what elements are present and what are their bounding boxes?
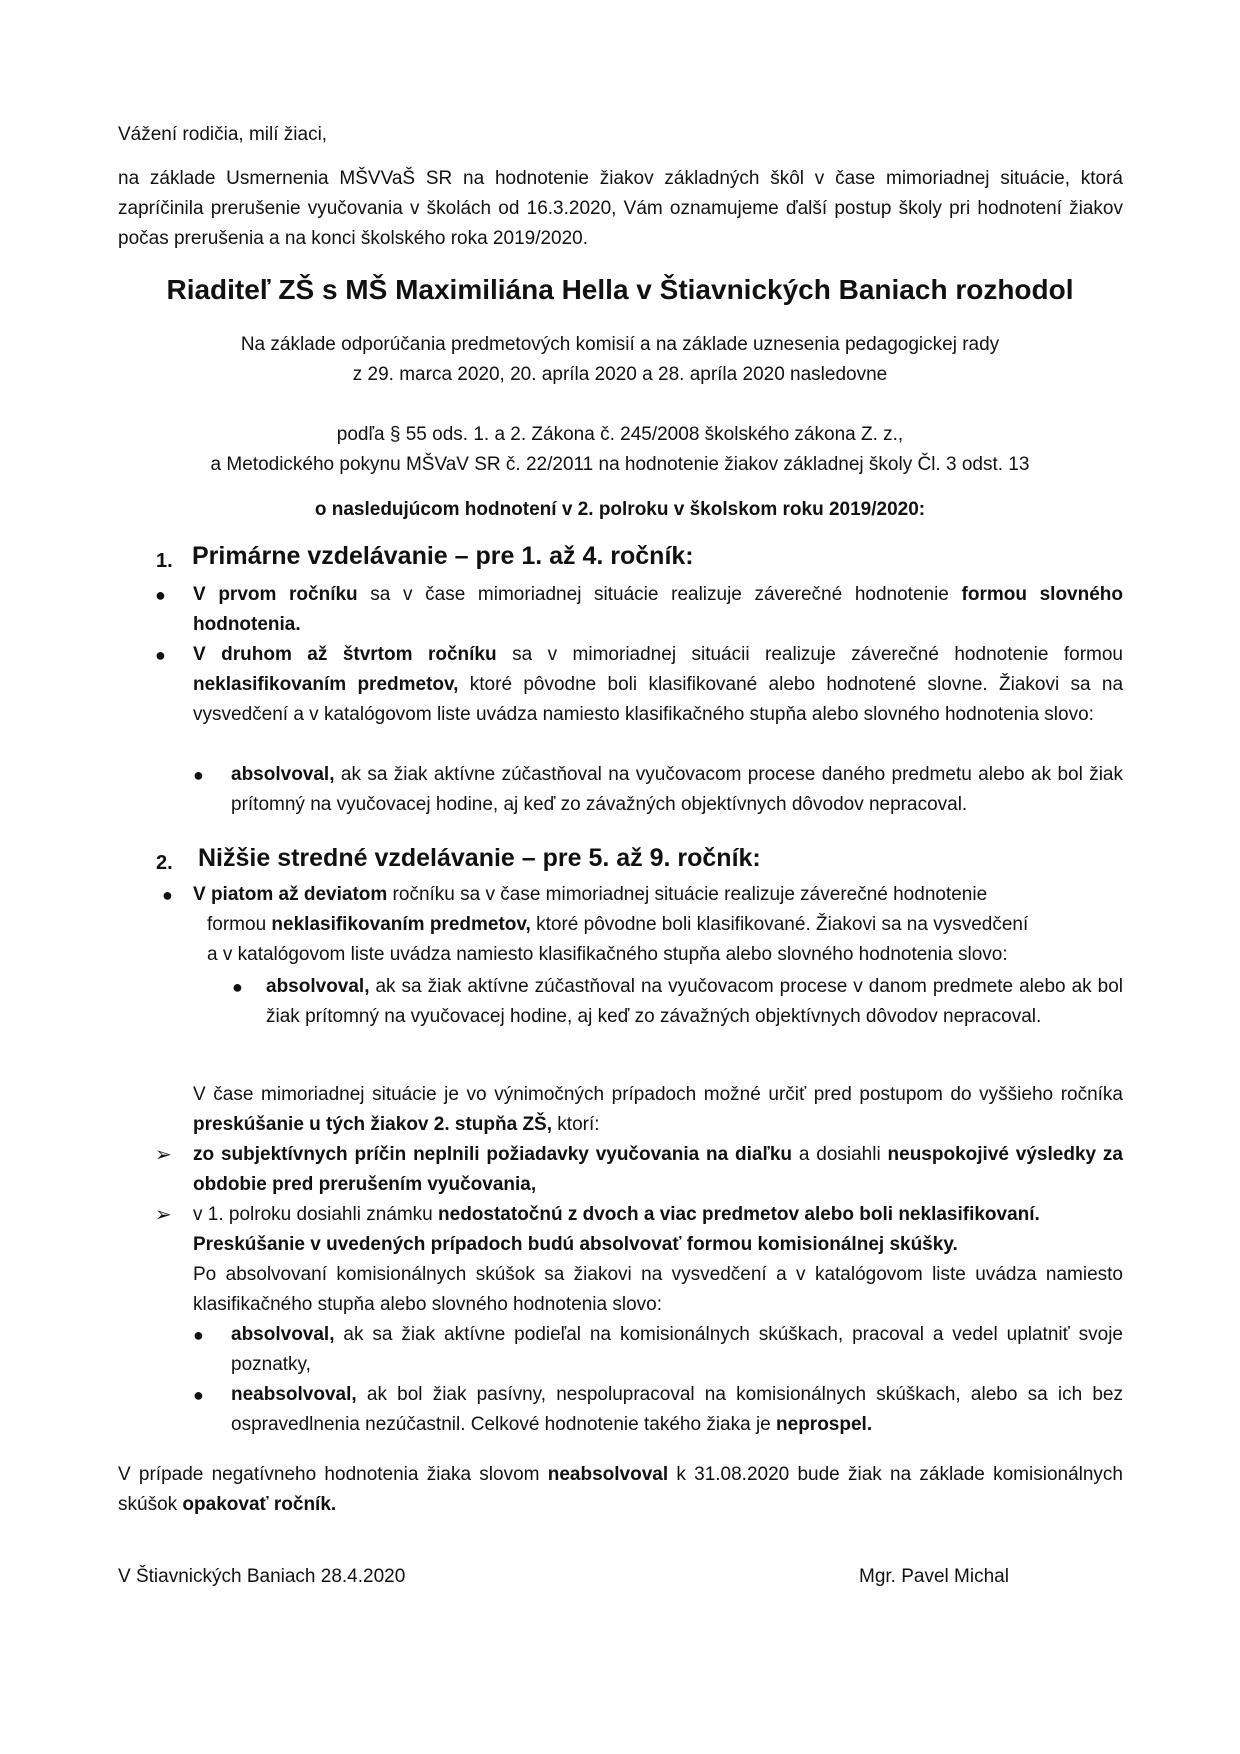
text: ak sa žiak aktívne zúčastňoval na vyučovacom procese v danom predmete alebo ak bol žiak prítomný na vyučovacej hodine, aj keď zo závažných objektívnych dôvodov nepracoval. [266, 976, 1123, 1027]
exam-condition-1 [193, 1140, 1123, 1200]
bold-text: formou slovného hodnotenia. [193, 584, 1123, 635]
arrow-bullet-icon: ➢ [155, 1204, 172, 1226]
arrow-bullet-icon: ➢ [155, 1144, 172, 1166]
bullet-icon: ● [193, 1325, 204, 1345]
text: v 1. polroku dosiahli známku [193, 1204, 439, 1225]
bold-text: neprospel. [776, 1414, 873, 1435]
law-line-2: a Metodického pokynu MŠVaV SR č. 22/2011 na hodnotenie žiakov základnej školy Čl. 3 odst. 13 [210, 454, 1030, 475]
section1-heading: Primárne vzdelávanie – pre 1. až 4. ročník: [192, 542, 694, 570]
text: ktorí: [552, 1114, 600, 1135]
after-exam-paragraph: Po absolvovaní komisionálnych skúšok sa žiakovi na vysvedčení a v katalógovom liste uvádza namiesto klasifikačného stupňa alebo slovného hodnotenia slovo: [193, 1264, 1123, 1315]
text: ak sa žiak aktívne podieľal na komisionálnych skúškach, pracoval a vedel uplatniť svoje poznatky, [231, 1324, 1123, 1375]
place-date: V Štiavnických Baniach 28.4.2020 [118, 1566, 406, 1587]
section2-number: 2. [156, 852, 173, 874]
bold-text: absolvoval, [231, 764, 335, 785]
basis-line-1: Na základe odporúčania predmetových komisií a na základe uznesenia pedagogickej rady [240, 334, 1000, 355]
bold-text: V prvom ročníku [193, 584, 358, 605]
bold-text: opakovať ročník. [182, 1494, 337, 1515]
section1-number: 1. [156, 550, 173, 572]
bold-text: zo subjektívnych príčin neplnili požiadavky vyučovania na diaľku [193, 1144, 792, 1165]
closing-paragraph [118, 1460, 1123, 1520]
text: V prípade negatívneho hodnotenia žiaka slovom [118, 1464, 548, 1485]
greeting: Vážení rodičia, milí žiaci, [118, 124, 328, 145]
exam-result-absolvoval [231, 1320, 1123, 1380]
bold-text: absolvoval, [266, 976, 370, 997]
law-line-1: podľa § 55 ods. 1. a 2. Zákona č. 245/2008 školského zákona Z. z., [336, 424, 904, 445]
exam-condition-2 [193, 1200, 1123, 1230]
evaluation-heading: o nasledujúcom hodnotení v 2. polroku v školskom roku 2019/2020: [314, 499, 926, 520]
text: sa v mimoriadnej situácii realizuje záverečné hodnotenie formou [496, 644, 1123, 665]
text: sa v čase mimoriadnej situácie realizuje záverečné hodnotenie [357, 584, 962, 605]
exam-paragraph [193, 1080, 1123, 1140]
text: formou [207, 914, 272, 935]
section2-heading: Nižšie stredné vzdelávanie – pre 5. až 9. ročník: [198, 844, 761, 872]
exam-result-neabsolvoval [231, 1380, 1123, 1440]
section1-bullet-2 [193, 640, 1123, 730]
bullet-icon: ● [232, 977, 243, 997]
bold-text: neuspokojivé výsledky za obdobie pred prerušením vyučovania, [193, 1144, 1123, 1195]
text: ak sa žiak aktívne zúčastňoval na vyučovacom procese daného predmetu alebo ak bol žiak prítomný na vyučovacej hodine, aj keď zo závažných objektívnych dôvodov nepracoval. [231, 764, 1123, 815]
bullet-icon: ● [155, 585, 166, 605]
section2-bullet-1-line-3: a v katalógovom liste uvádza namiesto klasifikačného stupňa alebo slovného hodnotenia slovo: [207, 944, 1008, 965]
text: V čase mimoriadnej situácie je vo výnimočných prípadoch možné určiť pred postupom do vyššieho ročníka [193, 1084, 1123, 1105]
bullet-icon: ● [193, 765, 204, 785]
signatory-name: Mgr. Pavel Michal [859, 1566, 1009, 1587]
bold-text: neklasifikovaním predmetov, [271, 914, 531, 935]
page-title: Riaditeľ ZŠ s MŠ Maximiliána Hella v Štiavnických Baniach rozhodol [166, 274, 1074, 305]
intro-paragraph: na základe Usmernenia MŠVVaŠ SR na hodnotenie žiakov základných škôl v čase mimoriadnej situácie, ktorá zapríčinila prerušenie vyučovania v školách od 16.3.2020, Vám oznamujeme ďalší postup školy pri hodnotení žiakov počas prerušenia a na konci školského roka 2019/2020. [118, 168, 1123, 249]
text: ročníku sa v čase mimoriadnej situácie realizuje záverečné hodnotenie [387, 884, 988, 905]
bold-text: neabsolvoval, [231, 1384, 357, 1405]
bold-text: absolvoval, [231, 1324, 335, 1345]
section2-bullet-1-line-2 [207, 910, 1028, 940]
text: a dosiahli [792, 1144, 888, 1165]
bold-text: V druhom až štvrtom ročníku [193, 644, 497, 665]
section1-subbullet [231, 760, 1123, 820]
section1-bullet-1 [193, 580, 1123, 640]
section2-subbullet [266, 972, 1123, 1032]
bold-text: neabsolvoval [547, 1464, 669, 1485]
text: ktoré pôvodne boli klasifikované. Žiakovi sa na vysvedčení [530, 914, 1029, 935]
bullet-icon: ● [193, 1385, 204, 1405]
bold-text: nedostatočnú z dvoch a viac predmetov alebo boli neklasifikovaní. [438, 1204, 1040, 1225]
text: ktoré pôvodne boli klasifikované alebo hodnotené slovne. Žiakovi sa na vysvedčení a v katalógovom liste uvádza namiesto klasifikačného stupňa alebo slovného hodnotenia slovo: [193, 674, 1124, 725]
bold-text: V piatom až deviatom [193, 884, 388, 905]
exam-commission-line: Preskúšanie v uvedených prípadoch budú absolvovať formou komisionálnej skúšky. [193, 1234, 958, 1255]
text: k 31.08.2020 bude žiak na základe komisionálnych skúšok [118, 1464, 1124, 1515]
bullet-icon: ● [155, 645, 166, 665]
basis-line-2: z 29. marca 2020, 20. apríla 2020 a 28. apríla 2020 nasledovne [352, 364, 888, 385]
text: ak bol žiak pasívny, nespolupracoval na komisionálnych skúškach, alebo sa ich bez ospravedlnenia nezúčastnil. Celkové hodnotenie takého žiaka je [231, 1384, 1123, 1435]
bold-text: preskúšanie u tých žiakov 2. stupňa ZŠ, [193, 1114, 553, 1135]
section2-bullet-1-line-1 [193, 880, 1123, 910]
bold-text: neklasifikovaním predmetov, [193, 674, 459, 695]
bullet-icon: ● [162, 885, 173, 905]
